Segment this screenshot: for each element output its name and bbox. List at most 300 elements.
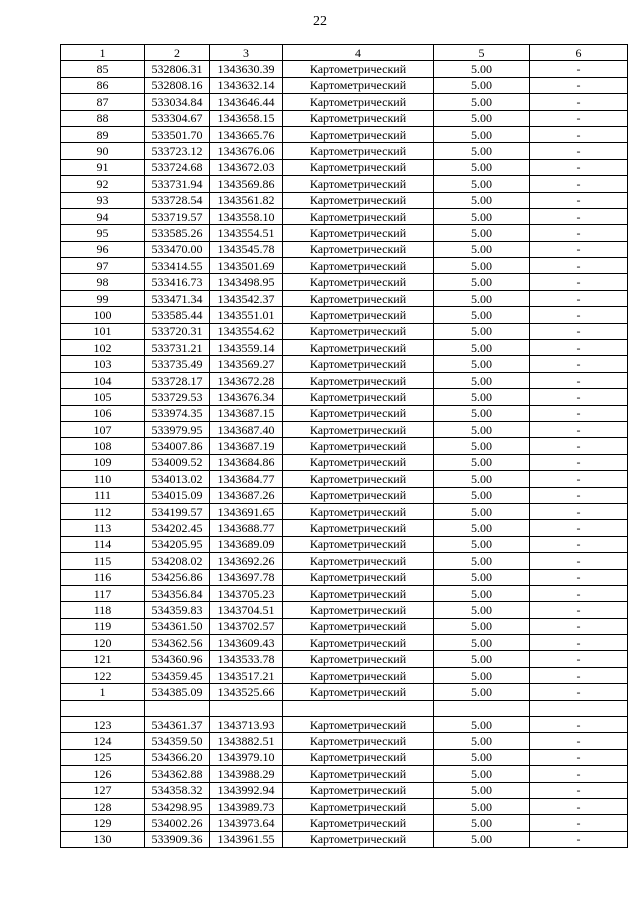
- y-coordinate-cell: 1343687.40: [210, 421, 283, 437]
- x-coordinate-cell: 534013.02: [145, 471, 210, 487]
- note-cell: -: [530, 340, 628, 356]
- table-row: [61, 274, 628, 290]
- point-number-cell: 126: [61, 766, 145, 782]
- table-row: [61, 372, 628, 388]
- accuracy-cell: 5.00: [434, 553, 530, 569]
- y-coordinate-cell: 1343687.26: [210, 487, 283, 503]
- y-coordinate-cell: 1343665.76: [210, 126, 283, 142]
- method-cell: Картометрический: [283, 110, 434, 126]
- table-row: [61, 831, 628, 847]
- note-cell: -: [530, 471, 628, 487]
- y-coordinate-cell: 1343691.65: [210, 503, 283, 519]
- note-cell: -: [530, 503, 628, 519]
- y-coordinate-cell: 1343558.10: [210, 208, 283, 224]
- accuracy-cell: 5.00: [434, 290, 530, 306]
- point-number-cell: 88: [61, 110, 145, 126]
- x-coordinate-cell: 533416.73: [145, 274, 210, 290]
- empty-cell: [145, 700, 210, 716]
- note-cell: -: [530, 635, 628, 651]
- accuracy-cell: 5.00: [434, 110, 530, 126]
- accuracy-cell: 5.00: [434, 717, 530, 733]
- note-cell: -: [530, 94, 628, 110]
- x-coordinate-cell: 534358.32: [145, 782, 210, 798]
- note-cell: -: [530, 77, 628, 93]
- point-number-cell: 98: [61, 274, 145, 290]
- accuracy-cell: 5.00: [434, 389, 530, 405]
- coordinates-table: [60, 44, 628, 848]
- table-row: [61, 536, 628, 552]
- method-cell: Картометрический: [283, 520, 434, 536]
- x-coordinate-cell: 534362.88: [145, 766, 210, 782]
- note-cell: -: [530, 126, 628, 142]
- method-cell: Картометрический: [283, 798, 434, 814]
- y-coordinate-cell: 1343672.28: [210, 372, 283, 388]
- point-number-cell: 87: [61, 94, 145, 110]
- x-coordinate-cell: 533729.53: [145, 389, 210, 405]
- method-cell: Картометрический: [283, 553, 434, 569]
- empty-cell: [434, 700, 530, 716]
- table-row: [61, 487, 628, 503]
- y-coordinate-cell: 1343561.82: [210, 192, 283, 208]
- accuracy-cell: 5.00: [434, 258, 530, 274]
- x-coordinate-cell: 534009.52: [145, 454, 210, 470]
- note-cell: -: [530, 110, 628, 126]
- x-coordinate-cell: 533724.68: [145, 159, 210, 175]
- x-coordinate-cell: 533414.55: [145, 258, 210, 274]
- accuracy-cell: 5.00: [434, 487, 530, 503]
- point-number-cell: 95: [61, 225, 145, 241]
- point-number-cell: 106: [61, 405, 145, 421]
- accuracy-cell: 5.00: [434, 159, 530, 175]
- note-cell: -: [530, 569, 628, 585]
- note-cell: -: [530, 717, 628, 733]
- method-cell: Картометрический: [283, 389, 434, 405]
- point-number-cell: 105: [61, 389, 145, 405]
- method-cell: Картометрический: [283, 766, 434, 782]
- method-cell: Картометрический: [283, 471, 434, 487]
- note-cell: -: [530, 323, 628, 339]
- method-cell: Картометрический: [283, 274, 434, 290]
- note-cell: -: [530, 307, 628, 323]
- y-coordinate-cell: 1343979.10: [210, 749, 283, 765]
- point-number-cell: 129: [61, 815, 145, 831]
- point-number-cell: 102: [61, 340, 145, 356]
- note-cell: -: [530, 798, 628, 814]
- note-cell: -: [530, 159, 628, 175]
- x-coordinate-cell: 532806.31: [145, 61, 210, 77]
- y-coordinate-cell: 1343658.15: [210, 110, 283, 126]
- separator-row: [61, 700, 628, 716]
- y-coordinate-cell: 1343542.37: [210, 290, 283, 306]
- accuracy-cell: 5.00: [434, 520, 530, 536]
- y-coordinate-cell: 1343689.09: [210, 536, 283, 552]
- point-number-cell: 115: [61, 553, 145, 569]
- point-number-cell: 100: [61, 307, 145, 323]
- y-coordinate-cell: 1343525.66: [210, 684, 283, 700]
- note-cell: -: [530, 192, 628, 208]
- method-cell: Картометрический: [283, 372, 434, 388]
- point-number-cell: 92: [61, 176, 145, 192]
- method-cell: Картометрический: [283, 241, 434, 257]
- column-number-cell: 4: [283, 45, 434, 61]
- table-row: [61, 143, 628, 159]
- y-coordinate-cell: 1343973.64: [210, 815, 283, 831]
- table-row: [61, 340, 628, 356]
- note-cell: -: [530, 618, 628, 634]
- table-row: [61, 192, 628, 208]
- accuracy-cell: 5.00: [434, 307, 530, 323]
- x-coordinate-cell: 533585.44: [145, 307, 210, 323]
- accuracy-cell: 5.00: [434, 684, 530, 700]
- y-coordinate-cell: 1343672.03: [210, 159, 283, 175]
- accuracy-cell: 5.00: [434, 667, 530, 683]
- accuracy-cell: 5.00: [434, 323, 530, 339]
- table-row: [61, 405, 628, 421]
- method-cell: Картометрический: [283, 258, 434, 274]
- y-coordinate-cell: 1343988.29: [210, 766, 283, 782]
- y-coordinate-cell: 1343961.55: [210, 831, 283, 847]
- note-cell: -: [530, 766, 628, 782]
- y-coordinate-cell: 1343992.94: [210, 782, 283, 798]
- accuracy-cell: 5.00: [434, 438, 530, 454]
- point-number-cell: 1: [61, 684, 145, 700]
- point-number-cell: 112: [61, 503, 145, 519]
- point-number-cell: 130: [61, 831, 145, 847]
- accuracy-cell: 5.00: [434, 635, 530, 651]
- column-number-row: [61, 45, 628, 61]
- point-number-cell: 94: [61, 208, 145, 224]
- y-coordinate-cell: 1343684.86: [210, 454, 283, 470]
- x-coordinate-cell: 533979.95: [145, 421, 210, 437]
- x-coordinate-cell: 534199.57: [145, 503, 210, 519]
- note-cell: -: [530, 176, 628, 192]
- y-coordinate-cell: 1343676.06: [210, 143, 283, 159]
- empty-cell: [283, 700, 434, 716]
- y-coordinate-cell: 1343498.95: [210, 274, 283, 290]
- table-row: [61, 782, 628, 798]
- method-cell: Картометрический: [283, 307, 434, 323]
- accuracy-cell: 5.00: [434, 77, 530, 93]
- x-coordinate-cell: 534366.20: [145, 749, 210, 765]
- accuracy-cell: 5.00: [434, 651, 530, 667]
- point-number-cell: 116: [61, 569, 145, 585]
- note-cell: -: [530, 749, 628, 765]
- point-number-cell: 96: [61, 241, 145, 257]
- accuracy-cell: 5.00: [434, 61, 530, 77]
- accuracy-cell: 5.00: [434, 94, 530, 110]
- x-coordinate-cell: 533304.67: [145, 110, 210, 126]
- column-number-cell: 5: [434, 45, 530, 61]
- x-coordinate-cell: 534359.83: [145, 602, 210, 618]
- note-cell: -: [530, 274, 628, 290]
- table-row: [61, 503, 628, 519]
- table-row: [61, 602, 628, 618]
- empty-cell: [530, 700, 628, 716]
- point-number-cell: 111: [61, 487, 145, 503]
- x-coordinate-cell: 534361.37: [145, 717, 210, 733]
- method-cell: Картометрический: [283, 94, 434, 110]
- method-cell: Картометрический: [283, 77, 434, 93]
- x-coordinate-cell: 534298.95: [145, 798, 210, 814]
- accuracy-cell: 5.00: [434, 782, 530, 798]
- table-row: [61, 77, 628, 93]
- point-number-cell: 117: [61, 585, 145, 601]
- coordinates-table-body: [61, 45, 628, 848]
- column-number-cell: 1: [61, 45, 145, 61]
- table-row: [61, 438, 628, 454]
- y-coordinate-cell: 1343569.27: [210, 356, 283, 372]
- note-cell: -: [530, 241, 628, 257]
- table-row: [61, 208, 628, 224]
- point-number-cell: 113: [61, 520, 145, 536]
- note-cell: -: [530, 733, 628, 749]
- accuracy-cell: 5.00: [434, 225, 530, 241]
- y-coordinate-cell: 1343545.78: [210, 241, 283, 257]
- note-cell: -: [530, 815, 628, 831]
- point-number-cell: 99: [61, 290, 145, 306]
- table-row: [61, 176, 628, 192]
- column-number-cell: 6: [530, 45, 628, 61]
- method-cell: Картометрический: [283, 569, 434, 585]
- table-row: [61, 651, 628, 667]
- method-cell: Картометрический: [283, 159, 434, 175]
- x-coordinate-cell: 533470.00: [145, 241, 210, 257]
- y-coordinate-cell: 1343713.93: [210, 717, 283, 733]
- method-cell: Картометрический: [283, 487, 434, 503]
- point-number-cell: 91: [61, 159, 145, 175]
- table-row: [61, 618, 628, 634]
- table-row: [61, 520, 628, 536]
- table-row: [61, 323, 628, 339]
- y-coordinate-cell: 1343688.77: [210, 520, 283, 536]
- table-row: [61, 356, 628, 372]
- note-cell: -: [530, 258, 628, 274]
- accuracy-cell: 5.00: [434, 798, 530, 814]
- note-cell: -: [530, 585, 628, 601]
- accuracy-cell: 5.00: [434, 208, 530, 224]
- point-number-cell: 85: [61, 61, 145, 77]
- note-cell: -: [530, 684, 628, 700]
- note-cell: -: [530, 651, 628, 667]
- note-cell: -: [530, 553, 628, 569]
- x-coordinate-cell: 533034.84: [145, 94, 210, 110]
- x-coordinate-cell: 533909.36: [145, 831, 210, 847]
- x-coordinate-cell: 533471.34: [145, 290, 210, 306]
- empty-cell: [61, 700, 145, 716]
- y-coordinate-cell: 1343702.57: [210, 618, 283, 634]
- method-cell: Картометрический: [283, 602, 434, 618]
- method-cell: Картометрический: [283, 635, 434, 651]
- point-number-cell: 122: [61, 667, 145, 683]
- accuracy-cell: 5.00: [434, 340, 530, 356]
- method-cell: Картометрический: [283, 667, 434, 683]
- note-cell: -: [530, 61, 628, 77]
- y-coordinate-cell: 1343989.73: [210, 798, 283, 814]
- table-row: [61, 815, 628, 831]
- method-cell: Картометрический: [283, 405, 434, 421]
- table-row: [61, 766, 628, 782]
- method-cell: Картометрический: [283, 618, 434, 634]
- y-coordinate-cell: 1343687.19: [210, 438, 283, 454]
- point-number-cell: 125: [61, 749, 145, 765]
- accuracy-cell: 5.00: [434, 356, 530, 372]
- x-coordinate-cell: 534360.96: [145, 651, 210, 667]
- y-coordinate-cell: 1343569.86: [210, 176, 283, 192]
- table-row: [61, 635, 628, 651]
- accuracy-cell: 5.00: [434, 176, 530, 192]
- point-number-cell: 90: [61, 143, 145, 159]
- accuracy-cell: 5.00: [434, 618, 530, 634]
- table-row: [61, 569, 628, 585]
- note-cell: -: [530, 536, 628, 552]
- x-coordinate-cell: 534359.45: [145, 667, 210, 683]
- table-row: [61, 159, 628, 175]
- table-row: [61, 553, 628, 569]
- x-coordinate-cell: 533728.17: [145, 372, 210, 388]
- method-cell: Картометрический: [283, 585, 434, 601]
- note-cell: -: [530, 831, 628, 847]
- point-number-cell: 120: [61, 635, 145, 651]
- point-number-cell: 119: [61, 618, 145, 634]
- table-row: [61, 258, 628, 274]
- method-cell: Картометрический: [283, 356, 434, 372]
- table-row: [61, 225, 628, 241]
- x-coordinate-cell: 534256.86: [145, 569, 210, 585]
- note-cell: -: [530, 356, 628, 372]
- point-number-cell: 121: [61, 651, 145, 667]
- note-cell: -: [530, 405, 628, 421]
- method-cell: Картометрический: [283, 225, 434, 241]
- point-number-cell: 108: [61, 438, 145, 454]
- x-coordinate-cell: 533723.12: [145, 143, 210, 159]
- table-row: [61, 421, 628, 437]
- point-number-cell: 109: [61, 454, 145, 470]
- note-cell: -: [530, 421, 628, 437]
- x-coordinate-cell: 534356.84: [145, 585, 210, 601]
- x-coordinate-cell: 533731.94: [145, 176, 210, 192]
- method-cell: Картометрический: [283, 143, 434, 159]
- table-row: [61, 307, 628, 323]
- note-cell: -: [530, 487, 628, 503]
- table-row: [61, 733, 628, 749]
- table-row: [61, 471, 628, 487]
- table-row: [61, 126, 628, 142]
- y-coordinate-cell: 1343882.51: [210, 733, 283, 749]
- accuracy-cell: 5.00: [434, 274, 530, 290]
- column-number-cell: 3: [210, 45, 283, 61]
- column-number-cell: 2: [145, 45, 210, 61]
- accuracy-cell: 5.00: [434, 585, 530, 601]
- x-coordinate-cell: 534359.50: [145, 733, 210, 749]
- accuracy-cell: 5.00: [434, 503, 530, 519]
- note-cell: -: [530, 143, 628, 159]
- accuracy-cell: 5.00: [434, 831, 530, 847]
- point-number-cell: 103: [61, 356, 145, 372]
- point-number-cell: 107: [61, 421, 145, 437]
- page-number: 22: [313, 14, 327, 29]
- point-number-cell: 118: [61, 602, 145, 618]
- method-cell: Картометрический: [283, 61, 434, 77]
- method-cell: Картометрический: [283, 421, 434, 437]
- y-coordinate-cell: 1343692.26: [210, 553, 283, 569]
- accuracy-cell: 5.00: [434, 405, 530, 421]
- accuracy-cell: 5.00: [434, 241, 530, 257]
- note-cell: -: [530, 225, 628, 241]
- table-row: [61, 241, 628, 257]
- method-cell: Картометрический: [283, 290, 434, 306]
- y-coordinate-cell: 1343705.23: [210, 585, 283, 601]
- y-coordinate-cell: 1343551.01: [210, 307, 283, 323]
- x-coordinate-cell: 534202.45: [145, 520, 210, 536]
- accuracy-cell: 5.00: [434, 471, 530, 487]
- note-cell: -: [530, 602, 628, 618]
- table-row: [61, 110, 628, 126]
- table-row: [61, 667, 628, 683]
- method-cell: Картометрический: [283, 831, 434, 847]
- accuracy-cell: 5.00: [434, 749, 530, 765]
- table-row: [61, 798, 628, 814]
- x-coordinate-cell: 534007.86: [145, 438, 210, 454]
- y-coordinate-cell: 1343554.51: [210, 225, 283, 241]
- method-cell: Картометрический: [283, 126, 434, 142]
- x-coordinate-cell: 534208.02: [145, 553, 210, 569]
- method-cell: Картометрический: [283, 717, 434, 733]
- y-coordinate-cell: 1343676.34: [210, 389, 283, 405]
- x-coordinate-cell: 533501.70: [145, 126, 210, 142]
- x-coordinate-cell: 533735.49: [145, 356, 210, 372]
- x-coordinate-cell: 534362.56: [145, 635, 210, 651]
- point-number-cell: 127: [61, 782, 145, 798]
- method-cell: Картометрический: [283, 684, 434, 700]
- point-number-cell: 97: [61, 258, 145, 274]
- method-cell: Картометрический: [283, 438, 434, 454]
- accuracy-cell: 5.00: [434, 766, 530, 782]
- note-cell: -: [530, 372, 628, 388]
- method-cell: Картометрический: [283, 208, 434, 224]
- x-coordinate-cell: 534205.95: [145, 536, 210, 552]
- accuracy-cell: 5.00: [434, 733, 530, 749]
- y-coordinate-cell: 1343646.44: [210, 94, 283, 110]
- empty-cell: [210, 700, 283, 716]
- method-cell: Картометрический: [283, 192, 434, 208]
- y-coordinate-cell: 1343609.43: [210, 635, 283, 651]
- table-row: [61, 749, 628, 765]
- x-coordinate-cell: 533728.54: [145, 192, 210, 208]
- table-row: [61, 454, 628, 470]
- accuracy-cell: 5.00: [434, 815, 530, 831]
- y-coordinate-cell: 1343697.78: [210, 569, 283, 585]
- y-coordinate-cell: 1343554.62: [210, 323, 283, 339]
- x-coordinate-cell: 534002.26: [145, 815, 210, 831]
- x-coordinate-cell: 533585.26: [145, 225, 210, 241]
- accuracy-cell: 5.00: [434, 421, 530, 437]
- accuracy-cell: 5.00: [434, 143, 530, 159]
- accuracy-cell: 5.00: [434, 126, 530, 142]
- point-number-cell: 114: [61, 536, 145, 552]
- point-number-cell: 89: [61, 126, 145, 142]
- point-number-cell: 110: [61, 471, 145, 487]
- point-number-cell: 104: [61, 372, 145, 388]
- method-cell: Картометрический: [283, 815, 434, 831]
- x-coordinate-cell: 533731.21: [145, 340, 210, 356]
- table-row: [61, 94, 628, 110]
- point-number-cell: 101: [61, 323, 145, 339]
- x-coordinate-cell: 534385.09: [145, 684, 210, 700]
- point-number-cell: 86: [61, 77, 145, 93]
- method-cell: Картометрический: [283, 536, 434, 552]
- method-cell: Картометрический: [283, 733, 434, 749]
- y-coordinate-cell: 1343630.39: [210, 61, 283, 77]
